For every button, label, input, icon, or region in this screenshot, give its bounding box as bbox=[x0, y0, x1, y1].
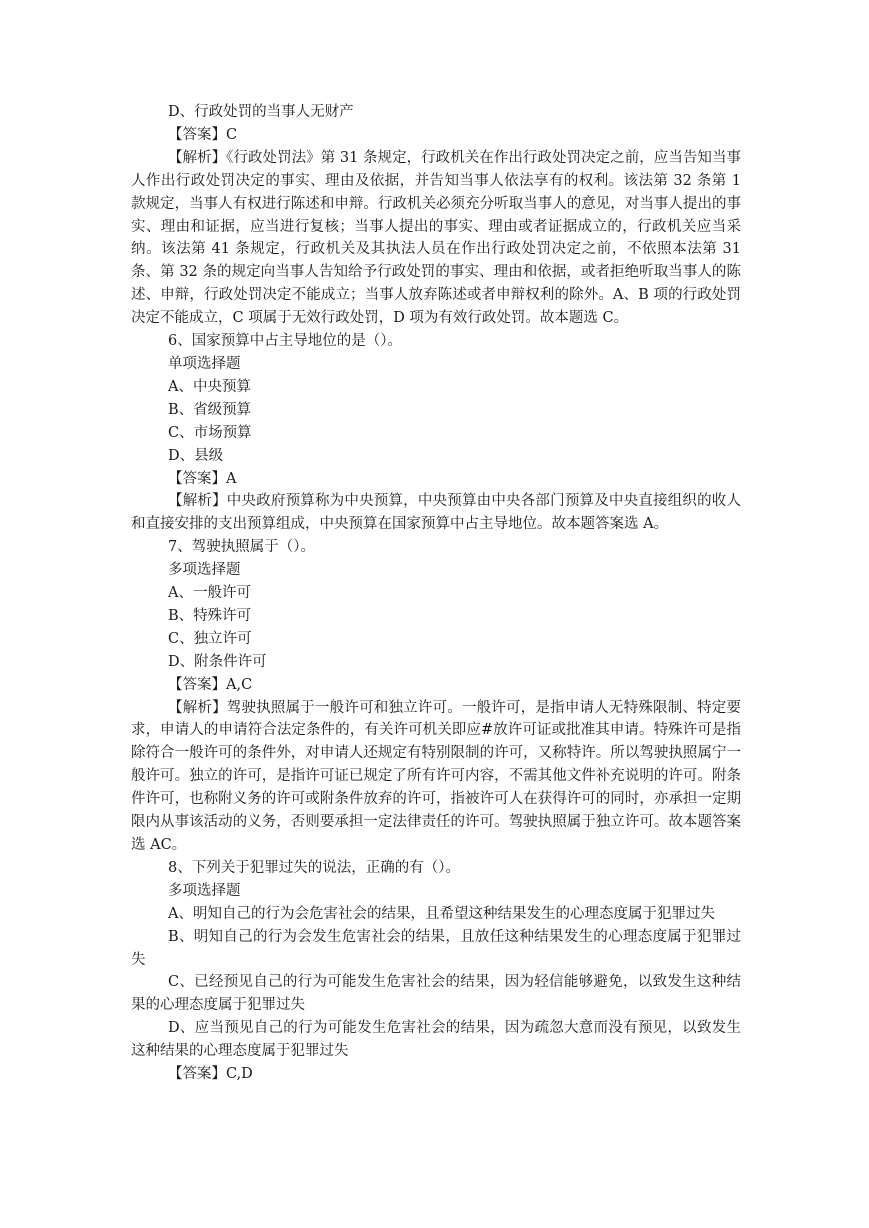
option-b: B、明知自己的行为会发生危害社会的结果，且放任这种结果发生的心理态度属于犯罪过失 bbox=[131, 928, 741, 968]
option-d: D、行政处罚的当事人无财产 bbox=[168, 104, 354, 120]
answer: 【答案】A bbox=[168, 470, 237, 487]
option-d: D、附条件许可 bbox=[168, 653, 267, 670]
question-stem: 8、下列关于犯罪过失的说法，正确的有（）。 bbox=[168, 859, 460, 876]
option-d: D、应当预见自己的行为可能发生危害社会的结果，因为疏忽大意而没有预见，以致发生这种结果的心理态度属于犯罪过失 bbox=[131, 1020, 741, 1060]
question-stem: 7、驾驶执照属于（）。 bbox=[168, 539, 315, 556]
explanation: 【解析】驾驶执照属于一般许可和独立许可。一般许可，是指申请人无特殊限制、特定要求，申请人的申请符合法定条件的，有关许可机关即应#放许可证或批准其申请。特殊许可是指除符合一般许可的条件外，对申请人还规定有特别限制的许可，又称特许。所以驾驶执照属宁一般许可。独立的许可，是指许可证已规定了所有许可内容，不需其他文件补充说明的许可。附条件许可，也称附义务的许可或附条件放弃的许可，指被许可人在获得许可的同时，亦承担一定期限内从事该活动的义务，否则要承担一定法律责任的许可。驾驶执照属于独立许可。故本题答案选 AC。 bbox=[131, 699, 741, 853]
question-type: 单项选择题 bbox=[168, 355, 241, 372]
answer: 【答案】A,C bbox=[168, 676, 253, 693]
option-c: C、已经预见自己的行为可能发生危害社会的结果，因为轻信能够避免，以致发生这种结果的心理态度属于犯罪过失 bbox=[131, 974, 741, 1014]
option-c: C、独立许可 bbox=[168, 630, 252, 647]
question-content bbox=[131, 101, 741, 1086]
explanation: 【解析】《行政处罚法》第 31 条规定，行政机关在作出行政处罚决定之前，应当告知当事人作出行政处罚决定的事实、理由及依据，并告知当事人依法享有的权利。该法第 32 条第 1 款规定，当事人有权进行陈述和申辩。行政机关必须充分听取当事人的意见，对当事人提出的事实、理由和证据，应当进行复核；当事人提出的事实、理由或者证据成立的，行政机关应当采纳。该法第 41 条规定，行政机关及其执法人员在作出行政处罚决定之前，不依照本法第 31 条、第 32 条的规定向当事人告知给予行政处罚的事实、理由和依据，或者拒绝听取当事人的陈述、申辩，行政处罚决定不能成立；当事人放弃陈述或者申辩权利的除外。A、B 项的行政处罚决定不能成立，C 项属于无效行政处罚，D 项为有效行政处罚。故本题选 C。 bbox=[131, 149, 741, 327]
option-a: A、明知自己的行为会危害社会的结果，且希望这种结果发生的心理态度属于犯罪过失 bbox=[168, 905, 715, 922]
explanation: 【解析】中央政府预算称为中央预算，中央预算由中央各部门预算及中央直接组织的收人和直接安排的支出预算组成，中央预算在国家预算中占主导地位。故本题答案选 A。 bbox=[131, 493, 741, 533]
option-a: A、一般许可 bbox=[168, 585, 251, 602]
option-a: A、中央预算 bbox=[168, 378, 251, 395]
option-c: C、市场预算 bbox=[168, 424, 252, 441]
question-stem: 6、国家预算中占主导地位的是（）。 bbox=[168, 333, 402, 350]
option-b: B、特殊许可 bbox=[168, 607, 252, 624]
answer: 【答案】C,D bbox=[168, 1066, 253, 1083]
option-d: D、县级 bbox=[168, 447, 224, 464]
answer: 【答案】C bbox=[168, 126, 238, 143]
option-b: B、省级预算 bbox=[168, 401, 252, 418]
question-type: 多项选择题 bbox=[168, 882, 241, 899]
question-type: 多项选择题 bbox=[168, 562, 241, 579]
